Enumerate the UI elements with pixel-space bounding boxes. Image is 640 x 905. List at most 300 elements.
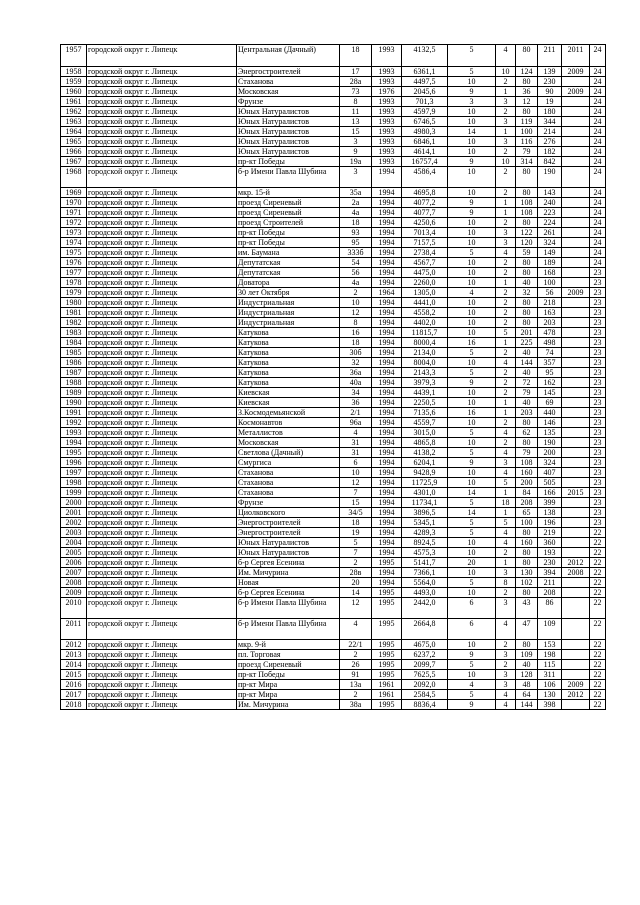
cell-residents: 109 [538, 619, 562, 640]
cell-apartments: 40 [516, 348, 538, 358]
cell-priority: 24 [590, 137, 606, 147]
cell-house-number: 22/1 [340, 640, 372, 650]
cell-floors: 10 [448, 568, 496, 578]
cell-row-number: 1989 [61, 388, 87, 398]
cell-floors: 10 [448, 77, 496, 87]
cell-apartments: 80 [516, 588, 538, 598]
table-row [61, 358, 606, 368]
cell-apartments: 80 [516, 528, 538, 538]
cell-area: 4077,7 [402, 208, 448, 218]
cell-year-built: 1994 [372, 258, 402, 268]
cell-municipality: городской округ г. Липецк [87, 568, 237, 578]
cell-municipality: городской округ г. Липецк [87, 268, 237, 278]
cell-house-number: 54 [340, 258, 372, 268]
cell-entrances: 4 [496, 358, 516, 368]
cell-municipality: городской округ г. Липецк [87, 670, 237, 680]
cell-floors: 9 [448, 157, 496, 167]
cell-year-built: 1994 [372, 188, 402, 198]
cell-residents: 56 [538, 288, 562, 298]
cell-repair-year [562, 640, 590, 650]
cell-area: 6746,5 [402, 117, 448, 127]
cell-residents: 130 [538, 690, 562, 700]
cell-apartments: 80 [516, 188, 538, 198]
cell-apartments: 201 [516, 328, 538, 338]
cell-area: 4695,8 [402, 188, 448, 198]
cell-year-built: 1994 [372, 278, 402, 288]
cell-house-number: 7 [340, 548, 372, 558]
cell-municipality: городской округ г. Липецк [87, 448, 237, 458]
cell-repair-year: 2009 [562, 87, 590, 97]
cell-priority: 23 [590, 388, 606, 398]
cell-municipality: городской округ г. Липецк [87, 298, 237, 308]
cell-year-built: 1994 [372, 338, 402, 348]
cell-entrances: 1 [496, 198, 516, 208]
cell-year-built: 1993 [372, 77, 402, 87]
cell-street: Московская [237, 438, 340, 448]
cell-year-built: 1994 [372, 578, 402, 588]
cell-apartments: 314 [516, 157, 538, 167]
cell-row-number: 1998 [61, 478, 87, 488]
cell-residents: 74 [538, 348, 562, 358]
cell-municipality: городской округ г. Липецк [87, 398, 237, 408]
cell-residents: 357 [538, 358, 562, 368]
cell-apartments: 109 [516, 650, 538, 660]
cell-repair-year [562, 388, 590, 398]
cell-house-number: 2 [340, 558, 372, 568]
cell-floors: 5 [448, 45, 496, 67]
cell-house-number: 20 [340, 578, 372, 588]
cell-apartments: 64 [516, 690, 538, 700]
cell-year-built: 1994 [372, 468, 402, 478]
cell-priority: 22 [590, 588, 606, 598]
cell-municipality: городской округ г. Липецк [87, 650, 237, 660]
cell-year-built: 1994 [372, 268, 402, 278]
cell-entrances: 2 [496, 640, 516, 650]
cell-repair-year [562, 498, 590, 508]
cell-area: 11815,7 [402, 328, 448, 338]
cell-residents: 344 [538, 117, 562, 127]
cell-floors: 9 [448, 650, 496, 660]
cell-street: Катукова [237, 378, 340, 388]
cell-municipality: городской округ г. Липецк [87, 640, 237, 650]
cell-year-built: 1994 [372, 248, 402, 258]
cell-year-built: 1994 [372, 488, 402, 498]
cell-street: Катукова [237, 358, 340, 368]
cell-area: 2584,5 [402, 690, 448, 700]
cell-year-built: 1993 [372, 127, 402, 137]
cell-year-built: 1976 [372, 87, 402, 97]
cell-row-number: 2005 [61, 548, 87, 558]
cell-floors: 14 [448, 488, 496, 498]
cell-entrances: 2 [496, 588, 516, 598]
cell-residents: 168 [538, 268, 562, 278]
table-row [61, 408, 606, 418]
cell-municipality: городской округ г. Липецк [87, 438, 237, 448]
cell-area: 4301,0 [402, 488, 448, 498]
cell-municipality: городской округ г. Липецк [87, 558, 237, 568]
cell-street: б-р Сергея Есенина [237, 588, 340, 598]
cell-house-number: 9 [340, 147, 372, 157]
cell-floors: 5 [448, 690, 496, 700]
cell-repair-year [562, 619, 590, 640]
cell-priority: 22 [590, 568, 606, 578]
cell-floors: 10 [448, 640, 496, 650]
cell-row-number: 2007 [61, 568, 87, 578]
cell-repair-year: 2008 [562, 568, 590, 578]
cell-row-number: 2006 [61, 558, 87, 568]
cell-priority: 24 [590, 77, 606, 87]
cell-street: З.Космодемьянской [237, 408, 340, 418]
cell-priority: 23 [590, 368, 606, 378]
cell-house-number: 32 [340, 358, 372, 368]
table-row [61, 548, 606, 558]
table-row [61, 598, 606, 619]
cell-entrances: 1 [496, 408, 516, 418]
cell-repair-year [562, 228, 590, 238]
cell-priority: 24 [590, 258, 606, 268]
cell-residents: 193 [538, 548, 562, 558]
cell-house-number: 5 [340, 538, 372, 548]
cell-area: 16757,4 [402, 157, 448, 167]
cell-residents: 145 [538, 388, 562, 398]
cell-floors: 10 [448, 258, 496, 268]
cell-year-built: 1994 [372, 318, 402, 328]
cell-apartments: 108 [516, 198, 538, 208]
cell-entrances: 4 [496, 538, 516, 548]
cell-entrances: 3 [496, 568, 516, 578]
cell-apartments: 119 [516, 117, 538, 127]
cell-row-number: 1960 [61, 87, 87, 97]
cell-municipality: городской округ г. Липецк [87, 598, 237, 619]
cell-apartments: 80 [516, 268, 538, 278]
cell-residents: 214 [538, 127, 562, 137]
table-row [61, 298, 606, 308]
cell-area: 7135,6 [402, 408, 448, 418]
cell-row-number: 1994 [61, 438, 87, 448]
table-row [61, 428, 606, 438]
cell-floors: 10 [448, 478, 496, 488]
cell-year-built: 1994 [372, 358, 402, 368]
cell-priority: 22 [590, 680, 606, 690]
table-row [61, 318, 606, 328]
cell-row-number: 2002 [61, 518, 87, 528]
cell-residents: 203 [538, 318, 562, 328]
cell-entrances: 5 [496, 328, 516, 338]
cell-apartments: 80 [516, 640, 538, 650]
cell-floors: 10 [448, 167, 496, 188]
cell-year-built: 1994 [372, 298, 402, 308]
cell-year-built: 1994 [372, 228, 402, 238]
cell-apartments: 100 [516, 518, 538, 528]
cell-house-number: 13 [340, 117, 372, 127]
cell-year-built: 1994 [372, 518, 402, 528]
cell-row-number: 2018 [61, 700, 87, 710]
cell-entrances: 1 [496, 278, 516, 288]
cell-street: мкр. 15-й [237, 188, 340, 198]
cell-row-number: 1987 [61, 368, 87, 378]
cell-entrances: 1 [496, 488, 516, 498]
cell-priority: 24 [590, 228, 606, 238]
cell-apartments: 130 [516, 568, 538, 578]
cell-priority: 23 [590, 488, 606, 498]
cell-house-number: 15 [340, 498, 372, 508]
cell-street: Юных Натуралистов [237, 127, 340, 137]
cell-street: Светлова (Дачный) [237, 448, 340, 458]
cell-apartments: 59 [516, 248, 538, 258]
cell-priority: 23 [590, 478, 606, 488]
cell-priority: 22 [590, 578, 606, 588]
cell-priority: 24 [590, 167, 606, 188]
cell-house-number: 10 [340, 468, 372, 478]
cell-row-number: 1972 [61, 218, 87, 228]
cell-year-built: 1994 [372, 418, 402, 428]
cell-entrances: 2 [496, 147, 516, 157]
cell-municipality: городской округ г. Липецк [87, 87, 237, 97]
cell-municipality: городской округ г. Липецк [87, 700, 237, 710]
cell-priority: 24 [590, 198, 606, 208]
cell-street: Индустриальная [237, 308, 340, 318]
cell-year-built: 1994 [372, 508, 402, 518]
cell-municipality: городской округ г. Липецк [87, 127, 237, 137]
cell-entrances: 4 [496, 468, 516, 478]
cell-year-built: 1994 [372, 378, 402, 388]
cell-row-number: 1959 [61, 77, 87, 87]
cell-residents: 394 [538, 568, 562, 578]
cell-entrances: 1 [496, 87, 516, 97]
cell-municipality: городской округ г. Липецк [87, 238, 237, 248]
cell-municipality: городской округ г. Липецк [87, 198, 237, 208]
cell-house-number: 8 [340, 318, 372, 328]
cell-municipality: городской округ г. Липецк [87, 288, 237, 298]
cell-row-number: 2000 [61, 498, 87, 508]
cell-repair-year [562, 338, 590, 348]
cell-year-built: 1994 [372, 238, 402, 248]
cell-entrances: 1 [496, 208, 516, 218]
cell-residents: 143 [538, 188, 562, 198]
cell-year-built: 1993 [372, 157, 402, 167]
cell-floors: 5 [448, 428, 496, 438]
cell-year-built: 1994 [372, 428, 402, 438]
cell-row-number: 1986 [61, 358, 87, 368]
cell-row-number: 2008 [61, 578, 87, 588]
cell-house-number: 35а [340, 188, 372, 198]
cell-entrances: 2 [496, 298, 516, 308]
cell-row-number: 2011 [61, 619, 87, 640]
table-row [61, 508, 606, 518]
cell-repair-year [562, 378, 590, 388]
cell-entrances: 2 [496, 77, 516, 87]
table-row [61, 468, 606, 478]
cell-house-number: 36а [340, 368, 372, 378]
cell-entrances: 3 [496, 97, 516, 107]
cell-street: пр-кт Победы [237, 157, 340, 167]
housing-register-table [60, 44, 606, 710]
cell-entrances: 10 [496, 67, 516, 77]
cell-house-number: 4а [340, 278, 372, 288]
cell-municipality: городской округ г. Липецк [87, 538, 237, 548]
table-row [61, 87, 606, 97]
cell-residents: 149 [538, 248, 562, 258]
cell-repair-year [562, 268, 590, 278]
cell-area: 8836,4 [402, 700, 448, 710]
cell-residents: 135 [538, 428, 562, 438]
cell-residents: 240 [538, 198, 562, 208]
cell-street: Космонавтов [237, 418, 340, 428]
cell-house-number: 30б [340, 348, 372, 358]
cell-floors: 10 [448, 107, 496, 117]
cell-floors: 16 [448, 338, 496, 348]
cell-residents: 190 [538, 167, 562, 188]
cell-floors: 5 [448, 248, 496, 258]
cell-house-number: 28в [340, 568, 372, 578]
cell-floors: 5 [448, 67, 496, 77]
cell-house-number: 34 [340, 388, 372, 398]
cell-area: 4675,0 [402, 640, 448, 650]
cell-residents: 399 [538, 498, 562, 508]
table-row [61, 348, 606, 358]
cell-row-number: 1962 [61, 107, 87, 117]
table-row [61, 208, 606, 218]
table-row [61, 67, 606, 77]
cell-apartments: 200 [516, 478, 538, 488]
cell-priority: 23 [590, 328, 606, 338]
cell-street: Им. Мичурина [237, 568, 340, 578]
cell-municipality: городской округ г. Липецк [87, 588, 237, 598]
cell-apartments: 144 [516, 700, 538, 710]
cell-municipality: городской округ г. Липецк [87, 518, 237, 528]
cell-apartments: 124 [516, 67, 538, 77]
cell-municipality: городской округ г. Липецк [87, 578, 237, 588]
cell-house-number: 14 [340, 588, 372, 598]
cell-apartments: 160 [516, 468, 538, 478]
cell-municipality: городской округ г. Липецк [87, 378, 237, 388]
cell-municipality: городской округ г. Липецк [87, 680, 237, 690]
cell-repair-year [562, 650, 590, 660]
cell-area: 4493,0 [402, 588, 448, 598]
cell-floors: 10 [448, 388, 496, 398]
cell-street: Юных Натуралистов [237, 107, 340, 117]
cell-house-number: 2а [340, 198, 372, 208]
cell-priority: 23 [590, 338, 606, 348]
cell-street: Энергостроителей [237, 528, 340, 538]
cell-residents: 139 [538, 67, 562, 77]
cell-apartments: 80 [516, 45, 538, 67]
cell-house-number: 10 [340, 298, 372, 308]
cell-repair-year [562, 127, 590, 137]
cell-year-built: 1994 [372, 498, 402, 508]
cell-apartments: 36 [516, 87, 538, 97]
cell-house-number: 4 [340, 619, 372, 640]
cell-apartments: 80 [516, 77, 538, 87]
cell-apartments: 144 [516, 358, 538, 368]
table-row [61, 478, 606, 488]
cell-year-built: 1993 [372, 67, 402, 77]
cell-house-number: 36 [340, 398, 372, 408]
table-row [61, 378, 606, 388]
table-row [61, 578, 606, 588]
cell-street: Стаханова [237, 478, 340, 488]
cell-repair-year [562, 578, 590, 588]
cell-house-number: 11 [340, 107, 372, 117]
cell-entrances: 3 [496, 228, 516, 238]
table-row [61, 528, 606, 538]
cell-repair-year [562, 358, 590, 368]
cell-priority: 24 [590, 45, 606, 67]
cell-municipality: городской округ г. Липецк [87, 328, 237, 338]
cell-residents: 211 [538, 578, 562, 588]
cell-municipality: городской округ г. Липецк [87, 388, 237, 398]
cell-apartments: 120 [516, 238, 538, 248]
cell-residents: 218 [538, 298, 562, 308]
cell-row-number: 2016 [61, 680, 87, 690]
cell-street: Металлистов [237, 428, 340, 438]
cell-municipality: городской округ г. Липецк [87, 528, 237, 538]
cell-entrances: 1 [496, 398, 516, 408]
cell-street: Им. Мичурина [237, 700, 340, 710]
cell-year-built: 1994 [372, 528, 402, 538]
cell-priority: 24 [590, 157, 606, 167]
cell-row-number: 1988 [61, 378, 87, 388]
cell-repair-year [562, 348, 590, 358]
cell-entrances: 5 [496, 518, 516, 528]
cell-municipality: городской округ г. Липецк [87, 690, 237, 700]
cell-apartments: 79 [516, 388, 538, 398]
cell-area: 4441,0 [402, 298, 448, 308]
cell-house-number: 18 [340, 45, 372, 67]
cell-street: Юных Натуралистов [237, 137, 340, 147]
cell-area: 9428,9 [402, 468, 448, 478]
cell-floors: 6 [448, 598, 496, 619]
cell-year-built: 1993 [372, 117, 402, 127]
cell-floors: 10 [448, 588, 496, 598]
cell-area: 4597,9 [402, 107, 448, 117]
cell-house-number: 4 [340, 428, 372, 438]
cell-residents: 478 [538, 328, 562, 338]
cell-priority: 23 [590, 358, 606, 368]
cell-entrances: 2 [496, 388, 516, 398]
cell-row-number: 2009 [61, 588, 87, 598]
cell-floors: 14 [448, 508, 496, 518]
cell-priority: 24 [590, 67, 606, 77]
cell-apartments: 12 [516, 97, 538, 107]
cell-residents: 407 [538, 468, 562, 478]
cell-street: Энергостроителей [237, 67, 340, 77]
cell-repair-year [562, 670, 590, 680]
cell-apartments: 84 [516, 488, 538, 498]
cell-row-number: 1967 [61, 157, 87, 167]
cell-priority: 24 [590, 117, 606, 127]
cell-row-number: 2017 [61, 690, 87, 700]
cell-priority: 22 [590, 700, 606, 710]
cell-row-number: 1996 [61, 458, 87, 468]
cell-residents: 276 [538, 137, 562, 147]
cell-entrances: 3 [496, 650, 516, 660]
cell-repair-year [562, 588, 590, 598]
cell-street: Стаханова [237, 468, 340, 478]
cell-floors: 5 [448, 448, 496, 458]
cell-apartments: 80 [516, 258, 538, 268]
cell-year-built: 1993 [372, 97, 402, 107]
cell-row-number: 2014 [61, 660, 87, 670]
cell-row-number: 1965 [61, 137, 87, 147]
table-row [61, 137, 606, 147]
cell-residents: 138 [538, 508, 562, 518]
cell-year-built: 1964 [372, 288, 402, 298]
cell-priority: 23 [590, 448, 606, 458]
cell-house-number: 95 [340, 238, 372, 248]
cell-priority: 23 [590, 298, 606, 308]
cell-residents: 19 [538, 97, 562, 107]
